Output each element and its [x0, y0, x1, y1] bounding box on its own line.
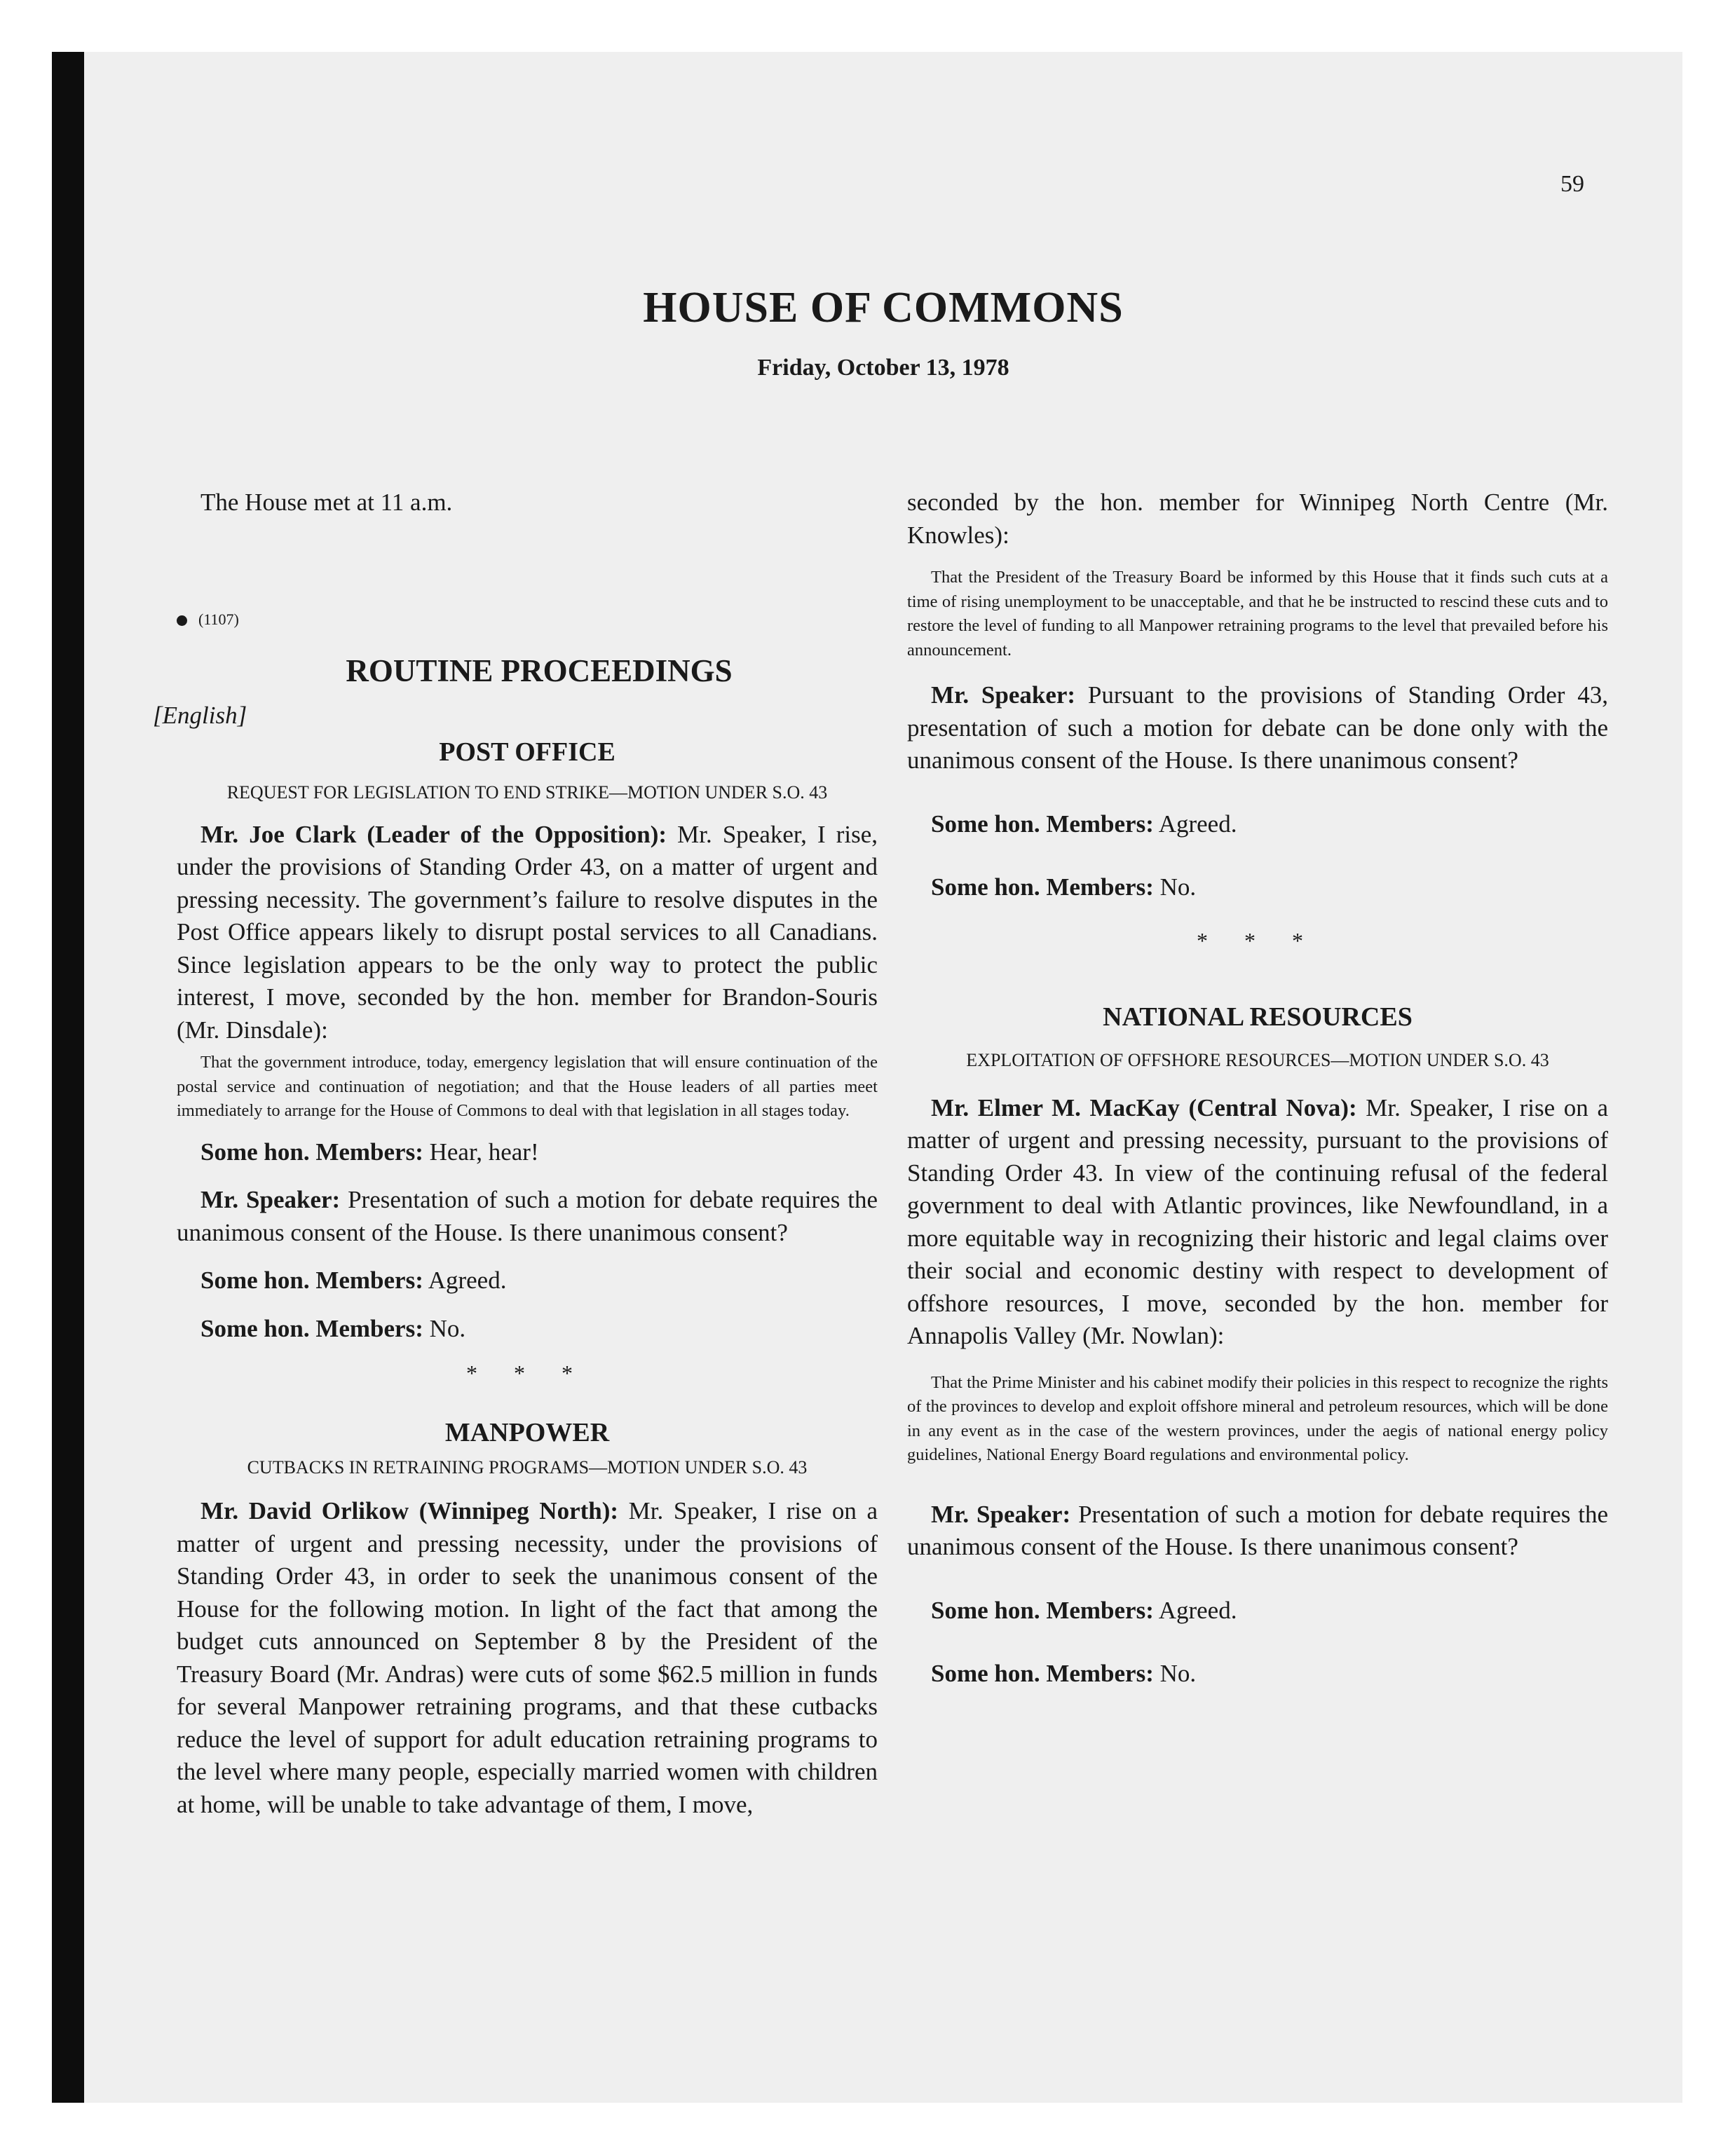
response-agreed: Some hon. Members: Agreed.	[200, 1267, 507, 1294]
motion-manpower: That the President of the Treasury Board be informed by this House that it finds such cuts at a time of rising unemployment to be unacceptable, and that he be instructed to rescind these cuts and to restore the level of funding to all Manpower retraining programs to the level that prevailed before his announcement.	[907, 568, 1608, 660]
response-agreed: Some hon. Members: Agreed.	[931, 810, 1237, 838]
page-title: HOUSE OF COMMONS	[643, 284, 1124, 332]
speech-speaker: Mr. Speaker: Pursuant to the provisions of Standing Order 43, presentation of such a motion for debate can be done only with the unanimous consent of the House. Is there unanimous consent?	[907, 681, 1608, 774]
heading-post-office: POST OFFICE	[439, 737, 615, 767]
speech-mackay	[907, 1092, 1608, 1353]
hansard-page	[52, 52, 1682, 2103]
speech-text: Mr. Speaker, I rise on a matter of urgent and pressing necessity, under the provisions of Standing Order 43, in order to seek the unanimous consent of the House for the following motion. In light of the fact that among the budget cuts announced on September 8 by the President of the Treasury Board (Mr. Andras) were cuts of some $62.5 million in funds for several Manpower retraining programs, and that these cutbacks reduce the level of support for adult education retraining programs to the level where many people, especially married women with children at home, will be unable to take advantage of them, I move,	[177, 1497, 878, 1818]
speech-text: Mr. Speaker, I rise on a matter of urgent and pressing necessity, pursuant to the provisions of Standing Order 43. In view of the continuing refusal of the federal government to deal with Atlantic provinces, like Newfoundland, in a more equitable way in recognizing their historic and legal claims over their social and economic destiny with respect to development of offshore resources, I move, seconded by the hon. member for Annapolis Valley (Mr. Nowlan):	[907, 1093, 1608, 1349]
subheading-manpower: CUTBACKS IN RETRAINING PROGRAMS—MOTION UNDER S.O. 43	[247, 1457, 808, 1478]
motion-post-office: That the government introduce, today, emergency legislation that will ensure continuation of the postal service and continuation of negotiation; and that the House leaders of all parties meet immediately to arrange for the House of Commons to deal with that legislation in all stages today.	[177, 1053, 878, 1120]
speech-text: Mr. Speaker, I rise, under the provisions of Standing Order 43, on a matter of urgent and pressing necessity. The government’s failure to resolve disputes in the Post Office appears likely to disrupt postal services to all Canadians. Since legislation appears to be the only way to protect the public interest, I move, seconded by the hon. member for Brandon-Souris (Mr. Dinsdale):	[177, 820, 878, 1044]
response-hear: Some hon. Members: Hear, hear!	[200, 1138, 539, 1166]
response-no: Some hon. Members: No.	[931, 1660, 1197, 1687]
speech-speaker: Mr. Speaker: Presentation of such a motion for debate requires the unanimous consent of the House. Is there unanimous consent?	[177, 1186, 878, 1246]
speaker-name: Mr. David Orlikow (Winnipeg North):	[200, 1497, 619, 1524]
speaker-name: Mr. Joe Clark (Leader of the Opposition):	[200, 820, 667, 848]
section-separator: * * *	[1197, 927, 1319, 953]
continuation-text: seconded by the hon. member for Winnipeg North Centre (Mr. Knowles):	[907, 489, 1608, 549]
speaker-name: Mr. Elmer M. MacKay (Central Nova):	[931, 1093, 1357, 1121]
page-number: 59	[1560, 171, 1584, 197]
heading-manpower: MANPOWER	[444, 1418, 610, 1447]
time-marker: (1107)	[177, 610, 878, 629]
bullet-icon	[177, 615, 187, 626]
meeting-time: The House met at 11 a.m.	[200, 489, 453, 516]
language-note: [English]	[153, 701, 247, 729]
response-no: Some hon. Members: No.	[200, 1314, 466, 1342]
section-title: ROUTINE PROCEEDINGS	[346, 653, 733, 688]
speech-speaker: Mr. Speaker: Presentation of such a motion for debate requires the unanimous consent of the House. Is there unanimous consent?	[907, 1500, 1608, 1560]
left-column	[153, 486, 878, 1821]
right-column	[907, 486, 1608, 1691]
subheading-post-office: REQUEST FOR LEGISLATION TO END STRIKE—MOTION UNDER S.O. 43	[226, 782, 828, 803]
motion-national-resources: That the Prime Minister and his cabinet modify their policies in this respect to recognize the rights of the provinces to develop and exploit offshore mineral and petroleum resources, which will be done in any event as in the case of the western provinces, under the aegis of national energy policy guidelines, National Energy Board regulations and environmental policy.	[907, 1372, 1608, 1464]
speech-clark	[177, 819, 878, 1047]
heading-national-resources: NATIONAL RESOURCES	[1103, 1002, 1413, 1032]
subheading-national-resources: EXPLOITATION OF OFFSHORE RESOURCES—MOTION UNDER S.O. 43	[966, 1049, 1549, 1070]
response-no: Some hon. Members: No.	[931, 873, 1197, 901]
response-agreed: Some hon. Members: Agreed.	[931, 1596, 1237, 1624]
speech-orlikow	[177, 1495, 878, 1821]
section-separator: * * *	[466, 1360, 588, 1386]
sitting-date: Friday, October 13, 1978	[757, 355, 1009, 381]
